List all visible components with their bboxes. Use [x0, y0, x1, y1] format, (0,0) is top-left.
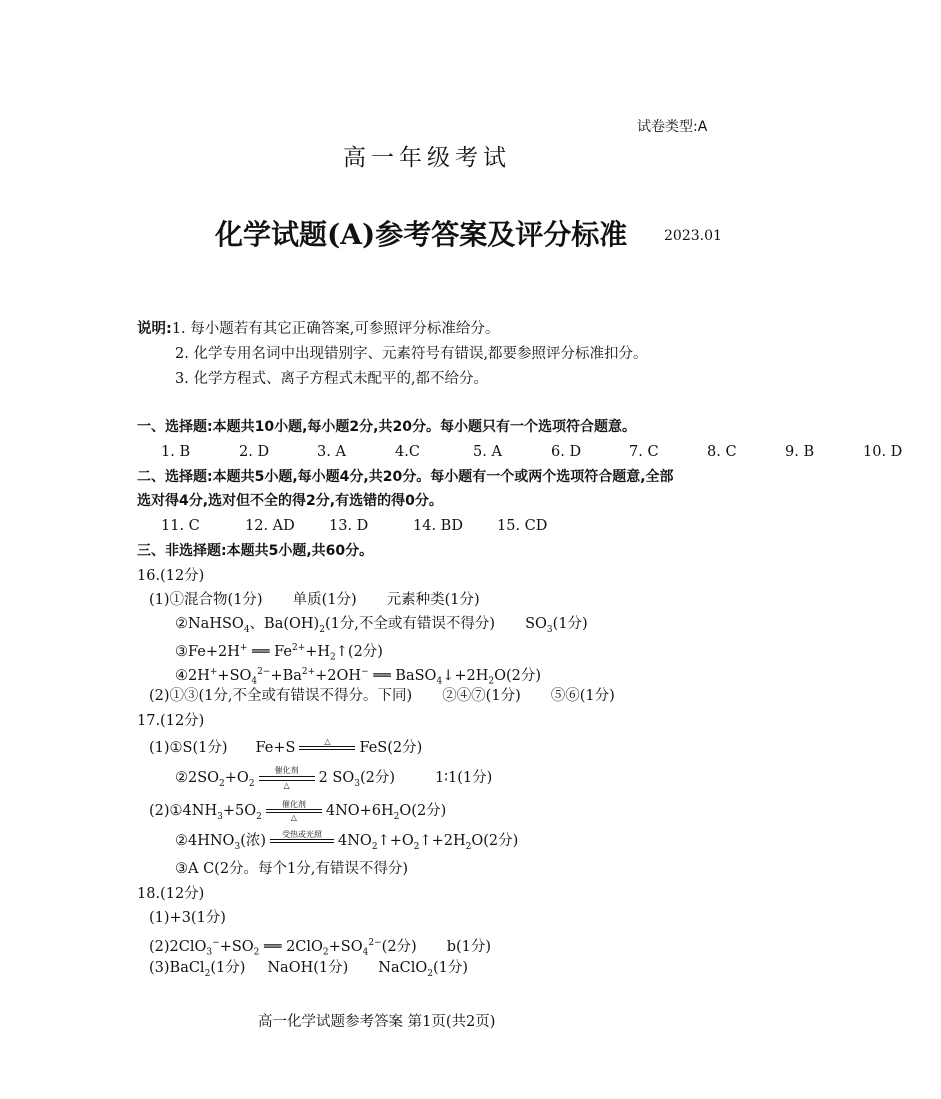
answer-11: 11. C [161, 518, 200, 534]
q17-head: 17.(12分) [137, 713, 205, 729]
t: (2)2ClO [149, 938, 207, 955]
t: 2 [319, 624, 325, 635]
answer-2: 2. D [239, 444, 270, 460]
t: (3)BaCl [149, 960, 205, 976]
t: b(1分) [446, 938, 492, 955]
answer-8: 8. C [707, 444, 737, 460]
t: ②4HNO [175, 833, 235, 849]
t: 2 [371, 841, 378, 852]
t: (1分) [210, 960, 246, 976]
t: 2 [322, 947, 329, 958]
t: 2 [248, 778, 255, 789]
t: 2 [393, 811, 400, 822]
t: FeS(2分) [359, 740, 423, 756]
answer-9: 9. B [785, 444, 815, 460]
exam-date: 2023.01 [664, 228, 722, 244]
t: 2− [257, 667, 271, 677]
t: △ [324, 737, 331, 746]
note-item-2: 2. 化学专用名词中出现错别字、元素符号有错误,都要参照评分标准扣分。 [175, 346, 648, 362]
t: 2 [204, 968, 211, 979]
t: 4 [251, 676, 258, 687]
t: 4NO+6H [325, 803, 394, 819]
t: +SO [328, 938, 363, 955]
t: NaOH(1分) [267, 960, 349, 976]
t: ↑+O [377, 833, 414, 849]
t: △ [290, 813, 297, 822]
reaction-arrow [270, 830, 334, 852]
t: 2 [427, 968, 433, 979]
t: O(2分) [471, 833, 519, 849]
answer-1: 1. B [161, 444, 191, 460]
page-title: 化学试题(A)参考答案及评分标准 [215, 218, 628, 251]
t: O(2分) [399, 803, 447, 819]
t: + [209, 667, 218, 677]
t: ══ Fe [247, 643, 292, 660]
q18-line3 [149, 958, 468, 984]
t: 3 [546, 624, 553, 635]
q17-line4 [175, 830, 518, 857]
answer-6: 6. D [551, 444, 582, 460]
t: +Ba [270, 667, 302, 684]
reaction-arrow [299, 737, 355, 759]
t: 4NO [338, 833, 372, 849]
t: (1分,不全或有错误不得分) [324, 616, 496, 632]
t: (1)①S(1分) [149, 740, 228, 756]
t: 4 [362, 947, 369, 958]
t: ④2H [175, 667, 210, 684]
t: ↑+2H [419, 833, 466, 849]
t: 2 [413, 841, 420, 852]
q16-l1-a: (1)①混合物(1分) [149, 592, 263, 608]
exam-name: 高一年级考试 [343, 145, 511, 171]
q16-line5 [149, 686, 615, 706]
t: ↑(2分) [335, 643, 383, 660]
t: Fe+S [255, 740, 296, 756]
answer-10: 10. D [863, 444, 903, 460]
answer-7: 7. C [629, 444, 659, 460]
notes-block [137, 319, 499, 339]
answer-4: 4.C [395, 444, 420, 460]
q17-line1 [149, 737, 422, 759]
t: − [212, 938, 220, 948]
t: (2分) [381, 938, 417, 955]
q17-line2 [175, 766, 492, 794]
q16-head: 16.(12分) [137, 568, 205, 584]
q17-line3 [149, 800, 446, 827]
t: (2分) [359, 770, 395, 786]
note-item-3: 3. 化学方程式、离子方程式未配平的,都不给分。 [175, 371, 489, 387]
q18-line1: (1)+3(1分) [149, 910, 226, 926]
t: ↓+2H [442, 667, 489, 684]
t: 2 SO [318, 770, 355, 786]
answer-14: 14. BD [413, 518, 463, 534]
section1-answers [161, 442, 941, 462]
t: 2 [256, 811, 262, 822]
q17-line5: ③A C(2分。每个1分,有错误不得分) [175, 861, 409, 877]
answer-13: 13. D [329, 518, 369, 534]
t: 1∶1(1分) [435, 770, 493, 786]
section2-answers [161, 516, 581, 536]
t: 2 [253, 947, 260, 958]
note-item-1: 1. 每小题若有其它正确答案,可参照评分标准给分。 [171, 321, 500, 337]
q18-head: 18.(12分) [137, 886, 205, 902]
reversible-arrow [259, 766, 315, 790]
t: (2)①③(1分,不全或有错误不得分。下同) [149, 688, 413, 704]
t: +H [305, 643, 331, 660]
t: 催化剂 [281, 800, 306, 809]
t: △ [283, 781, 290, 790]
t: +SO [217, 667, 252, 684]
t: 3 [234, 841, 241, 852]
t: 催化剂 [274, 766, 299, 775]
answer-12: 12. AD [245, 518, 295, 534]
section1-heading: 一、选择题:本题共10小题,每小题2分,共20分。每小题只有一个选项符合题意。 [137, 419, 636, 435]
t: +SO [219, 938, 254, 955]
t: (1分) [552, 616, 588, 632]
t: 4 [243, 624, 250, 635]
t: 2 [488, 676, 495, 687]
t: +5O [222, 803, 257, 819]
t: +2OH [315, 667, 362, 684]
t: NaClO [378, 960, 428, 976]
t: ②2SO [175, 770, 220, 786]
answer-5: 5. A [473, 444, 502, 460]
t: O(2分) [494, 667, 542, 684]
t: + [239, 643, 248, 653]
t: 4 [436, 676, 443, 687]
q16-line2 [175, 614, 588, 640]
section2-heading-line1: 二、选择题:本题共5小题,每小题4分,共20分。每小题有一个或两个选项符合题意,全部 [137, 469, 674, 485]
q16-l1-b: 单质(1分) [292, 592, 357, 608]
t: (2)①4NH [149, 803, 218, 819]
answer-15: 15. CD [497, 518, 548, 534]
t: 2 [330, 652, 336, 663]
paper-type: 试卷类型:A [637, 119, 708, 135]
t: 、Ba(OH) [249, 616, 320, 632]
t: SO [525, 616, 547, 632]
t: ②④⑦(1分) [442, 688, 521, 704]
t: 3 [217, 811, 223, 822]
t: ⑤⑥(1分) [550, 688, 615, 704]
t: ══ 2ClO [259, 938, 323, 955]
t: ③Fe+2H [175, 643, 240, 660]
answer-3: 3. A [317, 444, 346, 460]
t: 2+ [301, 667, 316, 677]
t: 2− [368, 938, 382, 948]
reaction-arrow [266, 800, 322, 822]
t: ══ BaSO [368, 667, 437, 684]
t: 受热或光照 [282, 830, 323, 839]
t: ②NaHSO [175, 616, 244, 632]
q16-l1-c: 元素种类(1分) [386, 592, 480, 608]
page-footer: 高一化学试题参考答案 第1页(共2页) [258, 1014, 496, 1030]
t: 2 [219, 778, 225, 789]
t: 2+ [291, 643, 306, 653]
t: 3 [354, 778, 360, 789]
section2-heading-line2: 选对得4分,选对但不全的得2分,有选错的得0分。 [137, 493, 443, 509]
t: (1分) [432, 960, 468, 976]
notes-label: 说明: [137, 321, 172, 337]
section3-heading: 三、非选择题:本题共5小题,共60分。 [137, 543, 374, 559]
t: 2 [465, 841, 472, 852]
t: 3 [206, 947, 213, 958]
t: +O [224, 770, 249, 786]
t: − [361, 667, 369, 677]
t: (浓) [240, 833, 267, 849]
q16-line1 [149, 590, 480, 610]
